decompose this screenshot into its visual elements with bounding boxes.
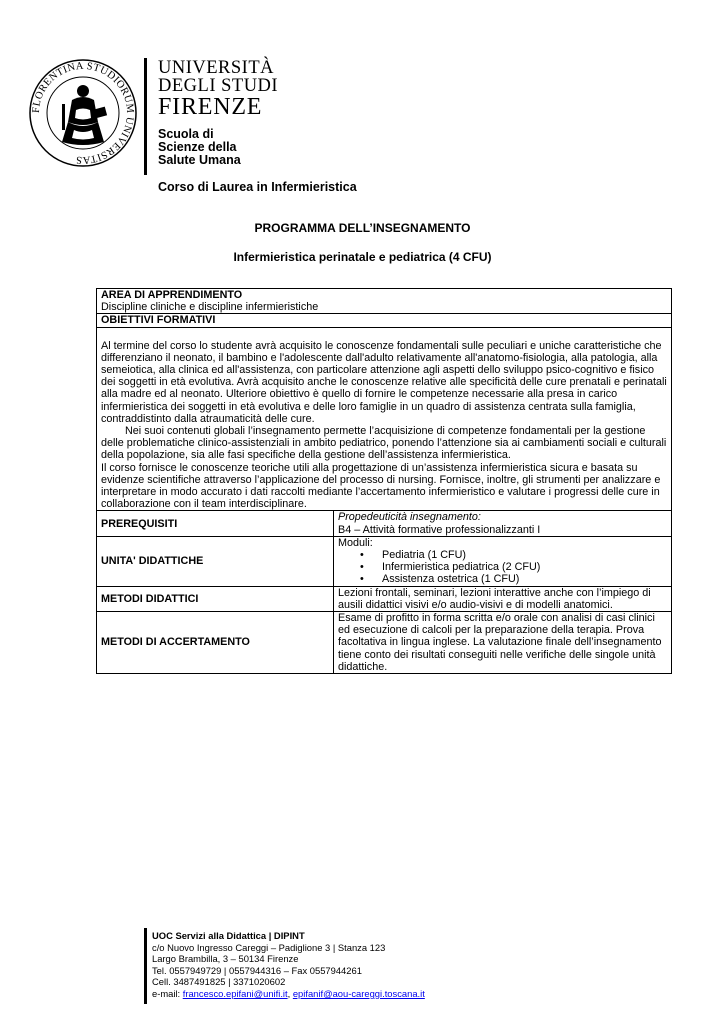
area-cell — [97, 289, 672, 314]
methods-label: METODI DIDATTICI — [97, 586, 334, 611]
school-line-3: Salute Umana — [158, 153, 241, 167]
footer-contact — [152, 930, 425, 1000]
objectives-cell — [97, 327, 672, 511]
area-label: AREA DI APPRENDIMENTO — [101, 289, 243, 301]
email-link-2[interactable]: epifanif@aou-careggi.toscana.it — [292, 987, 425, 999]
units-row — [97, 536, 672, 586]
footer-address-2: Largo Brambilla, 3 – 50134 Firenze — [152, 953, 299, 965]
program-title: PROGRAMMA DELL’INSEGNAMENTO — [254, 221, 471, 235]
assessment-row — [97, 612, 672, 674]
objectives-label-row — [97, 314, 672, 327]
prereq-label: PREREQUISITI — [97, 511, 334, 536]
units-label: UNITA' DIDATTICHE — [97, 536, 334, 586]
list-item: • Pediatria (1 CFU) — [382, 549, 667, 561]
assessment-value: Esame di profitto in forma scritta e/o orale con analisi di casi clinici ed esecuzione di calcoli per la preparazione della terapia. Prova facoltativa in lingua inglese. La valutazione finale dell’insegnamento tiene conto dei risultati conseguiti nelle verifiche delle singole unità didattiche. — [334, 612, 672, 674]
area-row — [97, 289, 672, 314]
footer-office: UOC Servizi alla Didattica | DIPINT — [152, 930, 305, 941]
school-name — [158, 128, 241, 167]
university-line-1: UNIVERSITÀ — [158, 58, 274, 78]
university-line-3: FIRENZE — [158, 94, 263, 120]
email-link-1[interactable]: francesco.epifani@unifi.it — [182, 987, 288, 999]
assessment-label: METODI DI ACCERTAMENTO — [97, 612, 334, 674]
svg-text:FLORENTINA STUDIORUM UNIVERSIT: FLORENTINA STUDIORUM UNIVERSITAS — [30, 60, 136, 166]
methods-row — [97, 586, 672, 611]
school-line-2: Scienze della — [158, 140, 237, 154]
objectives-label: OBIETTIVI FORMATIVI — [97, 314, 672, 327]
footer-email-prefix: e-mail: — [152, 987, 183, 999]
university-seal-logo — [28, 58, 138, 168]
university-line-2: DEGLI STUDI — [158, 75, 279, 96]
prereq-heading: Propedeuticità insegnamento: — [338, 511, 481, 524]
prereq-cell — [334, 511, 672, 536]
footer-phones: Tel. 0557949729 | 0557944316 – Fax 0557944261 — [152, 964, 362, 976]
footer-email-line — [152, 988, 425, 1000]
course-name: Corso di Laurea in Infermieristica — [158, 180, 357, 194]
school-line-1: Scuola di — [158, 127, 214, 141]
objectives-paragraph-3: Il corso fornisce le conoscenze teoriche utili alla progettazione di un’assistenza infermieristica sicura e basata su evidenze scientifiche attraverso l’applicazione del processo di nursing. Fornisce, inoltre, gli strumenti per analizzare e interpretare in modo accurato i dati raccolti mediante l’accertamento infermieristico e valutare i progressi delle cure in collaborazione con il team interdisciplinare. — [101, 461, 661, 511]
objectives-paragraph-2: Nei suoi contenuti globali l’insegnamento permette l’acquisizione di competenze fondamentali per la gestione delle problematiche clinico-assistenziali in ambito pediatrico, ponendo l’attenzione sia ai cambiamenti sociali e culturali della popolazione, sia alle fasi specifiche della gestione dell’assistenza infermieristica. — [101, 425, 667, 462]
course-subtitle: Infermieristica perinatale e pediatrica (4 CFU) — [233, 250, 492, 264]
program-table — [96, 288, 672, 674]
list-item: • Assistenza ostetrica (1 CFU) — [382, 573, 667, 585]
methods-value: Lezioni frontali, seminari, lezioni interattive anche con l’impiego di ausili didattici visivi e/o audio-visivi e di modelli anatomici. — [334, 586, 672, 611]
prereq-value: B4 – Attività formative professionalizzanti I — [338, 523, 541, 536]
objectives-row — [97, 327, 672, 511]
prereq-row — [97, 511, 672, 536]
objectives-paragraph-1: Al termine del corso lo studente avrà acquisito le conoscenze fondamentali sulle peculiari e uniche caratteristiche che differenziano il neonato, il bambino e l'adolescente dall'adulto relativamente all'anatomo-fisiologia, alla patologia, alla semeiotica, alla clinica ed all'assistenza, con particolare attenzione agli aspetti dello sviluppo psico-cognitivo e fisico dei soggetti in età evolutiva. Avrà acquisito anche le conoscenze relative alle specificità delle cure prenatali e perinatali alla madre ed al neonato. Ulteriore obiettivo è quello di fornire le competenze necessarie alla presa in carico infermieristica dei soggetti in età evolutiva e delle loro famiglie in un quadro di assistenza centrata sulla famiglia, contraddistinto dalla atraumaticità delle cure. — [101, 339, 667, 425]
units-cell — [334, 536, 672, 586]
header-divider — [144, 58, 147, 175]
footer-address-1: c/o Nuovo Ingresso Careggi – Padiglione 3 | Stanza 123 — [152, 941, 386, 953]
units-list — [338, 549, 667, 586]
list-item: • Infermieristica pediatrica (2 CFU) — [382, 561, 667, 573]
area-value: Discipline cliniche e discipline infermieristiche — [101, 301, 319, 314]
footer-email-separator: , — [287, 987, 293, 999]
university-name — [158, 60, 278, 119]
footer-divider — [144, 928, 147, 1004]
footer-cell: Cell. 3487491825 | 3371020602 — [152, 976, 286, 988]
units-heading: Moduli: — [338, 536, 373, 549]
